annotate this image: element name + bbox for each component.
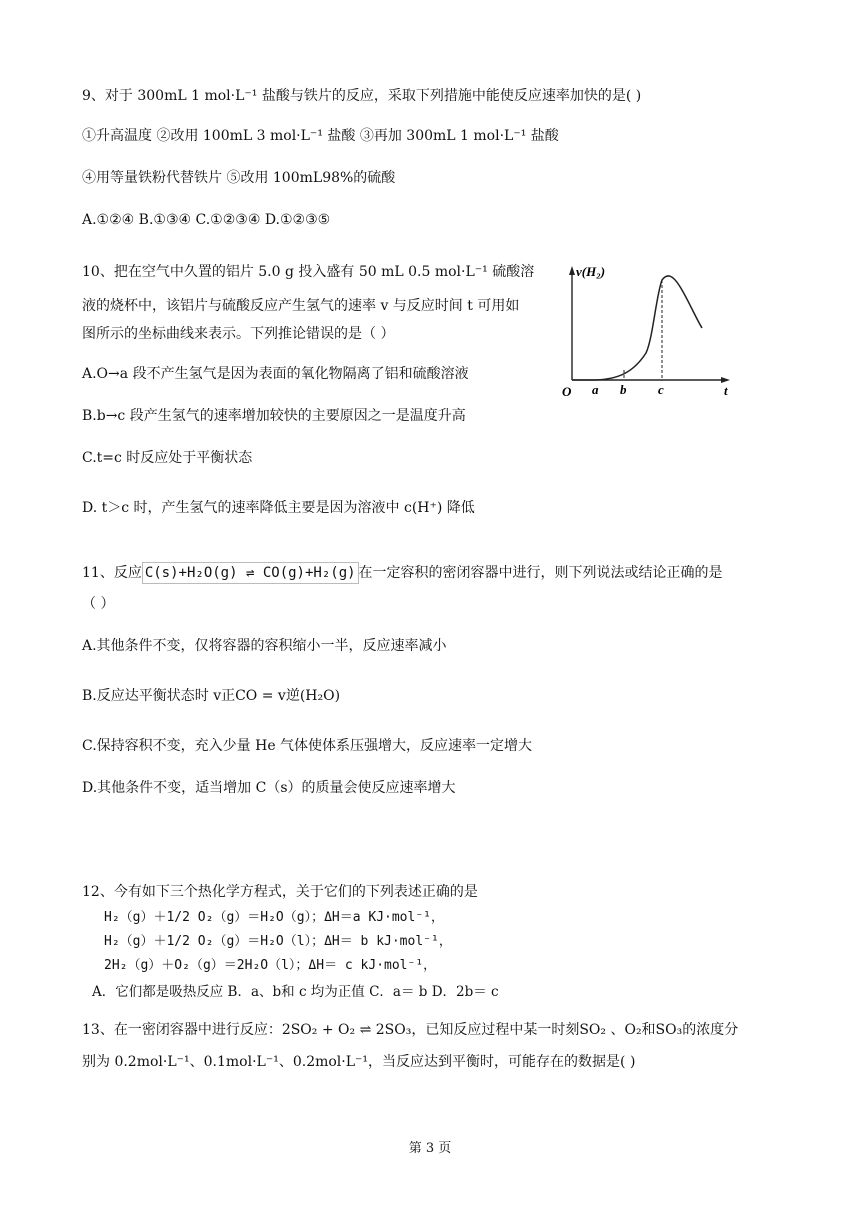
q11-prefix: 11、反应 <box>82 565 142 581</box>
q10-option-c: C.t=c 时反应处于平衡状态 <box>82 450 253 466</box>
graph-tick-b: b <box>620 382 627 397</box>
graph-tick-c: c <box>658 382 664 397</box>
q13-stem-line1: 13、在一密闭容器中进行反应：2SO₂ + O₂ ⇌ 2SO₃，已知反应过程中某一时刻SO₂ 、O₂和SO₃的浓度分 <box>82 1022 739 1038</box>
q11-equation: C(s)+H₂O(g) ⇌ CO(g)+H₂(g) <box>142 562 359 584</box>
q9-options-line2: ④用等量铁粉代替铁片 ⑤改用 100mL98%的硫酸 <box>82 170 396 186</box>
q11-option-d: D.其他条件不变，适当增加 C（s）的质量会使反应速率增大 <box>82 780 456 796</box>
q9-options-line1: ①升高温度 ②改用 100mL 3 mol·L⁻¹ 盐酸 ③再加 300mL 1 mol·L⁻¹ 盐酸 <box>82 128 559 144</box>
q12-equation-3: 2H₂（g）＋O₂（g）＝2H₂O（l）；ΔH＝ c kJ·mol⁻¹， <box>104 958 437 973</box>
graph-origin: O <box>562 384 572 399</box>
q11-suffix: 在一定容积的密闭容器中进行，则下列说法或结论正确的是 <box>358 565 723 581</box>
graph-x-label: t <box>724 383 728 398</box>
q9-choices: A.①②④ B.①③④ C.①②③④ D.①②③⑤ <box>82 212 331 228</box>
q12-equation-1: H₂（g）＋1/2 O₂（g）＝H₂O（g）；ΔH＝a KJ·mol⁻¹， <box>104 910 444 925</box>
graph-y-label: v(H₂) <box>576 264 606 279</box>
q10-stem-line1: 10、把在空气中久置的铝片 5.0 g 投入盛有 50 mL 0.5 mol·L⁻¹ 硫酸溶 <box>82 264 535 280</box>
page-number: 第 3 页 <box>408 1141 452 1156</box>
q12-choices: A．它们都是吸热反应 B．a、b和 c 均为正值 C．a＝ b D．2b＝ c <box>92 984 499 1000</box>
q11-option-a: A.其他条件不变，仅将容器的容积缩小一半，反应速率减小 <box>82 638 447 654</box>
q11-option-b: B.反应达平衡状态时 v正CO = v逆(H₂O) <box>82 688 341 704</box>
q13-stem-line2: 别为 0.2mol·L⁻¹、0.1mol·L⁻¹、0.2mol·L⁻¹，当反应达到平衡时，可能存在的数据是( ) <box>82 1054 636 1070</box>
q10-stem-line2: 液的烧杯中，该铝片与硫酸反应产生氢气的速率 v 与反应时间 t 可用如 <box>82 298 520 314</box>
q10-option-a: A.O→a 段不产生氢气是因为表面的氧化物隔离了铝和硫酸溶液 <box>82 366 469 382</box>
q11-paren: （ ） <box>82 596 115 612</box>
graph-y-arrow <box>569 266 575 275</box>
q12-equation-2: H₂（g）＋1/2 O₂（g）＝H₂O（l）；ΔH＝ b kJ·mol⁻¹， <box>104 934 452 949</box>
graph-curve <box>572 276 702 380</box>
q12-stem: 12、今有如下三个热化学方程式，关于它们的下列表述正确的是 <box>82 884 478 900</box>
graph-tick-a: a <box>592 382 599 397</box>
q10-option-d: D. t＞c 时，产生氢气的速率降低主要是因为溶液中 c(H⁺) 降低 <box>82 500 475 516</box>
q10-stem-line3: 图所示的坐标曲线来表示。下列推论错误的是（ ） <box>82 326 395 342</box>
q10-option-b: B.b→c 段产生氢气的速率增加较快的主要原因之一是温度升高 <box>82 408 466 424</box>
q9-stem: 9、对于 300mL 1 mol·L⁻¹ 盐酸与铁片的反应，采取下列措施中能使反应速率加快的是( ) <box>82 88 642 104</box>
rate-time-graph <box>558 258 738 400</box>
q11-stem <box>82 562 723 584</box>
q11-option-c: C.保持容积不变，充入少量 He 气体使体系压强增大，反应速率一定增大 <box>82 738 533 754</box>
